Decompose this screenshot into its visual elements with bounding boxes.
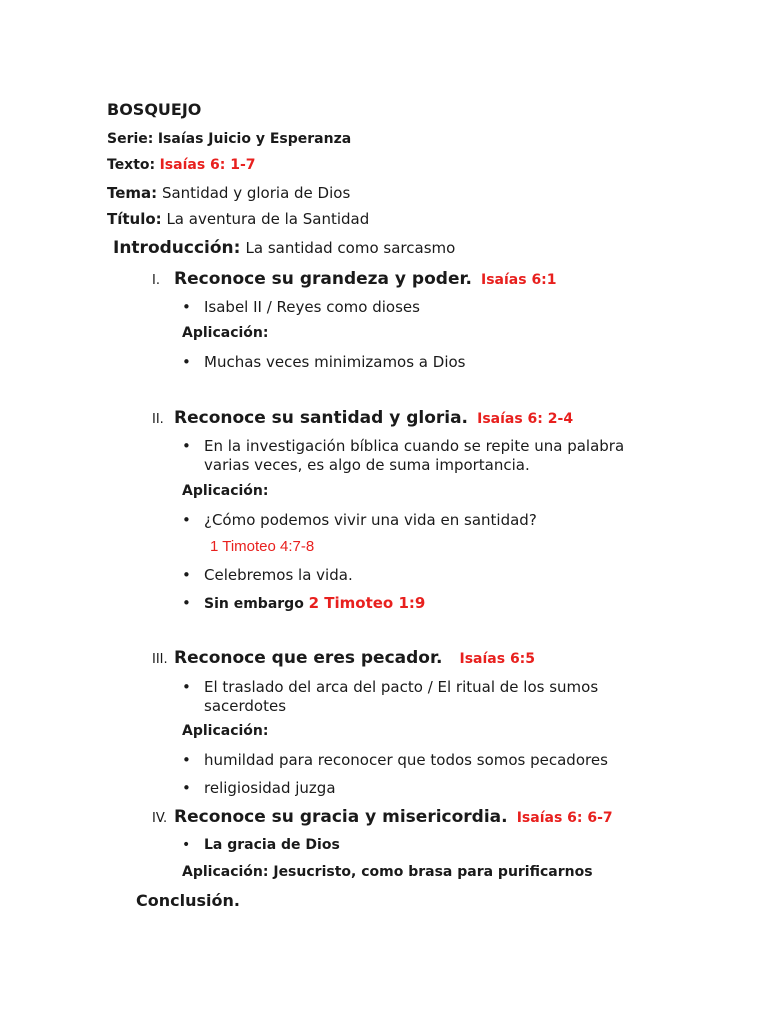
section-numeral: I. [152,273,160,288]
section-numeral: IV. [152,811,168,826]
list-item: • Celebremos la vida. [182,566,353,584]
section-heading-text: Reconoce que eres pecador. [174,648,443,668]
intro-value: La santidad como sarcasmo [245,239,456,257]
texto-line [107,157,256,173]
tema-value: Santidad y gloria de Dios [161,184,351,202]
bullet-icon: • [182,298,191,316]
section-numeral: III. [152,652,168,667]
sub-ref: 1 Timoteo 4:7-8 [210,538,315,555]
bullet-icon: • [182,837,191,853]
section-numeral: II. [152,412,164,427]
section-heading-3 [152,648,535,668]
sin-embargo-ref: 2 Timoteo 1:9 [308,594,426,612]
section-heading-1 [152,269,557,289]
section-ref: Isaías 6: 6-7 [516,810,613,826]
section-heading-text: Reconoce su grandeza y poder. [174,269,472,289]
list-item: • Isabel II / Reyes como dioses [182,298,420,316]
bullet-icon: • [182,678,191,696]
list-item: • Muchas veces minimizamos a Dios [182,353,466,371]
conclusion-heading: Conclusión. [136,891,240,910]
list-item: • En la investigación bíblica cuando se repite una palabra varias veces, es algo de suma importancia. [182,437,625,474]
titulo-value: La aventura de la Santidad [166,210,370,228]
section-ref: Isaías 6:5 [459,651,536,667]
texto-label: Texto: [107,157,156,173]
bullet-icon: • [182,353,191,371]
titulo-label: Título: [107,210,162,228]
bullet-icon: • [182,566,191,584]
bullet-icon: • [182,511,191,529]
section-ref: Isaías 6: 2-4 [477,411,574,427]
list-item: • ¿Cómo podemos vivir una vida en santidad? [182,511,537,529]
serie-value: Isaías Juicio y Esperanza [157,131,352,147]
list-item: • humildad para reconocer que todos somos pecadores [182,751,608,769]
titulo-line [107,210,369,228]
application-label: Aplicación: [182,325,269,341]
section-heading-text: Reconoce su santidad y gloria. [174,408,469,428]
intro-label: Introducción: [113,238,241,258]
application-label: Aplicación: [182,723,269,739]
list-item: • religiosidad juzga [182,779,336,797]
section-heading-2 [152,408,573,428]
tema-line [107,184,350,202]
section-ref: Isaías 6:1 [481,272,557,288]
section-heading-4 [152,807,613,827]
section-heading-text: Reconoce su gracia y misericordia. [174,807,508,827]
bullet-icon: • [182,779,191,797]
intro-line [113,238,455,258]
list-item [182,594,425,612]
bullet-icon: • [182,751,191,769]
tema-label: Tema: [107,184,158,202]
document-title: BOSQUEJO [107,100,202,119]
application-label: Aplicación: [182,483,269,499]
texto-value: Isaías 6: 1-7 [159,157,256,173]
application-text: Aplicación: Jesucristo, como brasa para purificarnos [182,864,593,880]
serie-line [107,131,351,147]
serie-label: Serie: [107,131,154,147]
bullet-icon: • [182,594,191,612]
sin-embargo-label: Sin embargo [204,596,304,612]
bullet-icon: • [182,437,191,455]
list-item: • La gracia de Dios [182,837,340,853]
list-item: • El traslado del arca del pacto / El ritual de los sumos sacerdotes [182,678,599,715]
